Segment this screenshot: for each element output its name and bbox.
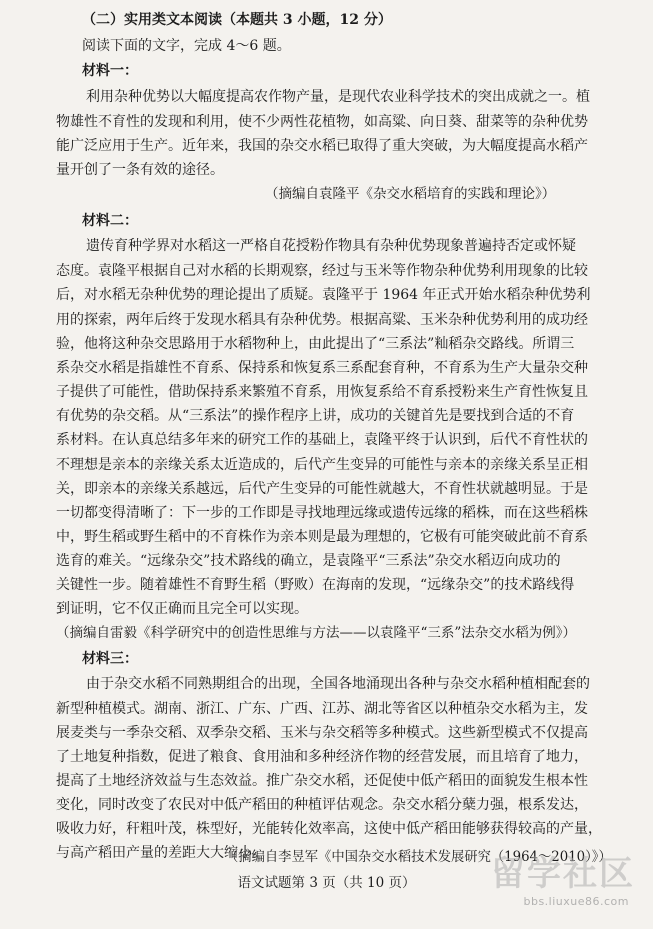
material3-source: （摘编自李昱军《中国杂交水稻技术发展研究（1964～2010）》） xyxy=(225,849,612,865)
material3-line: 吸收力好，秆粗叶茂，株型好，光能转化效率高，这使中低产稻田能够获得较高的产量， xyxy=(56,821,602,837)
material3-line: 提高了土地经济效益与生态效益。推广杂交水稻，还促使中低产稻田的面貌发生根本性 xyxy=(56,773,588,789)
material2-heading: 材料二： xyxy=(82,213,138,229)
material2-line: 关键性一步。随着雄性不育野生稻（野败）在海南的发现，“远缘杂交”的技术路线得 xyxy=(56,577,575,593)
material3-line: 新型种植模式。湖南、浙江、广东、广西、江苏、湖北等省区以种植杂交水稻为主，发 xyxy=(56,701,588,717)
watermark-url: bbs.liuxue86.com xyxy=(523,895,629,908)
material1-heading: 材料一： xyxy=(82,63,138,79)
material2-line: 到证明，它不仅正确而且完全可以实现。 xyxy=(56,601,308,617)
material2-line: 不理想是亲本的亲缘关系太近造成的，后代产生变异的可能性与亲本的亲缘关系呈正相 xyxy=(56,457,588,473)
section-title: （二）实用类文本阅读（本题共 3 小题，12 分） xyxy=(82,12,392,28)
material2-line: 系杂交水稻是指雄性不育系、保持系和恢复系三系配套育种，不育系为生产大量杂交种 xyxy=(56,360,588,376)
material3-heading: 材料三： xyxy=(82,651,138,667)
material3-line: 由于杂交水稻不同熟期组合的出现，全国各地涌现出各种与杂交水稻种植相配套的 xyxy=(86,676,590,692)
material2-line: 有优势的杂交稻。从“三系法”的操作程序上讲，成功的关键首先是要找到合适的不育 xyxy=(56,408,575,424)
material1-source: （摘编自袁隆平《杂交水稻培育的实践和理论》） xyxy=(265,186,556,202)
material2-line: 验，他将这种杂交思路用于水稻物种上，由此提出了“三系法”籼稻杂交路线。所谓三 xyxy=(56,336,575,352)
material2-line: 一切都变得清晰了：下一步的工作即是寻找地理远缘或遗传远缘的稻株，而在这些稻株 xyxy=(56,505,588,521)
material1-line: 利用杂种优势以大幅度提高农作物产量，是现代农业科学技术的突出成就之一。植 xyxy=(86,89,590,105)
material2-line: 用的探索，两年后终于发现水稻具有杂种优势。根据高粱、玉米杂种优势利用的成功经 xyxy=(56,312,588,328)
material2-source: （摘编自雷毅《科学研究中的创造性思维与方法——以袁隆平“三系”法杂交水稻为例》） xyxy=(56,625,577,641)
material2-line: 后，对水稻无杂种优势的理论提出了质疑。袁隆平于 1964 年正式开始水稻杂种优势利 xyxy=(56,287,591,303)
material1-line: 量开创了一条有效的途径。 xyxy=(56,162,224,178)
material3-line: 与高产稻田产量的差距大大缩小。 xyxy=(56,845,266,861)
material2-line: 选育的难关。“远缘杂交”技术路线的确立，是袁隆平“三系法”杂交水稻迈向成功的 xyxy=(56,553,561,569)
section-instruction: 阅读下面的文字，完成 4～6 题。 xyxy=(82,38,291,54)
material1-line: 物雄性不育性的发现和利用，使不少两性花植物，如高粱、向日葵、甜菜等的杂种优势 xyxy=(56,114,588,130)
material1-line: 能广泛应用于生产。近年来，我国的杂交水稻已取得了重大突破，为大幅度提高水稻产 xyxy=(56,138,588,154)
material2-line: 中，野生稻或野生稻中的不育株作为亲本则是最为理想的，它极有可能突破此前不育系 xyxy=(56,529,588,545)
material2-line: 子提供了可能性，借助保持系来繁殖不育系，用恢复系给不育系授粉来生产育性恢复且 xyxy=(56,384,588,400)
watermark-logo: 留学社区 xyxy=(491,854,635,894)
material3-line: 展麦类与一季杂交稻、双季杂交稻、玉米与杂交稻等多种模式。这些新型模式不仅提高 xyxy=(56,725,588,741)
material3-line: 了土地复种指数，促进了粮食、食用油和多种经济作物的经营发展，而且培育了地力， xyxy=(56,749,588,765)
page-footer: 语文试题第 3 页（共 10 页） xyxy=(237,875,416,891)
material2-line: 系材料。在认真总结多年来的研究工作的基础上，袁隆平终于认识到，后代不育性状的 xyxy=(56,432,588,448)
material2-line: 遗传育种学界对水稻这一严格自花授粉作物具有杂种优势现象普遍持否定或怀疑 xyxy=(86,238,576,254)
material3-line: 变化，同时改变了农民对中低产稻田的种植评估观念。杂交水稻分蘖力强，根系发达， xyxy=(56,797,588,813)
material2-line: 关，即亲本的亲缘关系越远，后代产生变异的可能性就越大，不育性状就越明显。于是 xyxy=(56,481,588,497)
material2-line: 态度。袁隆平根据自己对水稻的长期观察，经过与玉米等作物杂种优势利用现象的比较 xyxy=(56,263,588,279)
